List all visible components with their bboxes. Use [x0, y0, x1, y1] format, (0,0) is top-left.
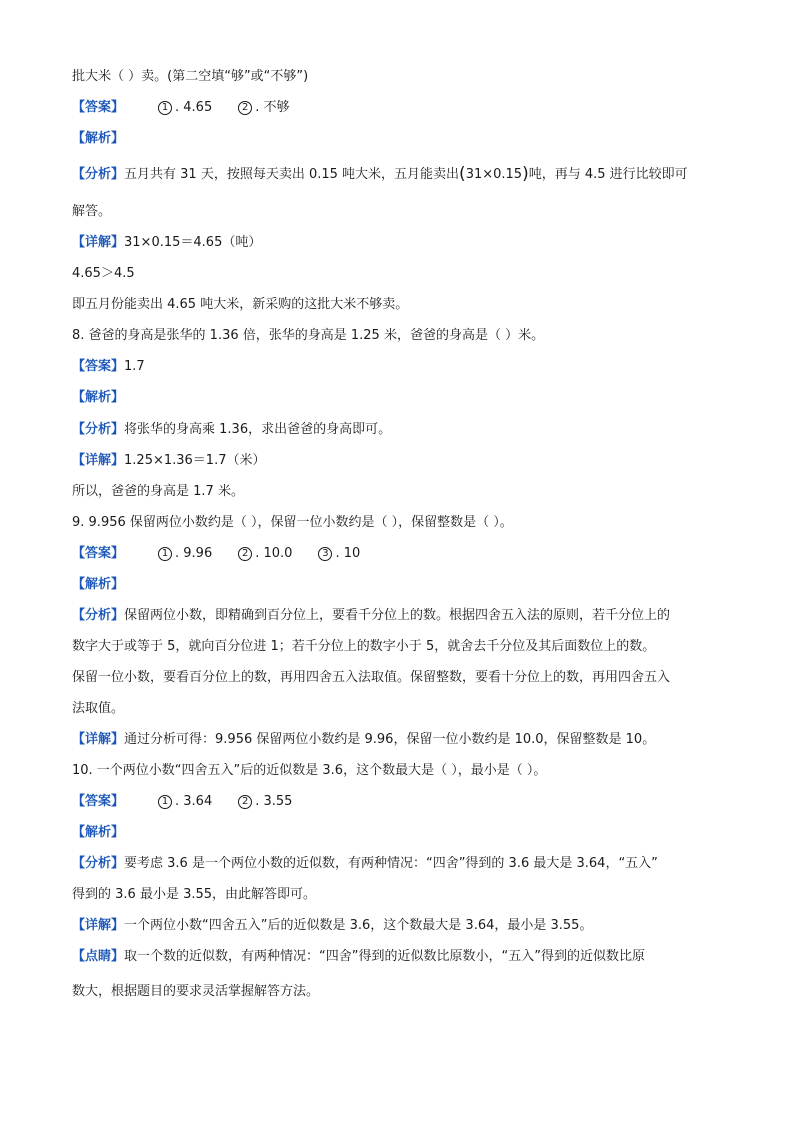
q8-answer: 【答案】1.7 — [72, 359, 145, 374]
q10-dianjing: 【点睛】取一个数的近似数，有两种情况：“四舍”得到的近似数比原数小，“五入”得到的近似数比原 — [72, 949, 645, 964]
q7-question-tail: 批大米（ ）卖。(第二空填“够”或“不够”) — [72, 69, 309, 84]
q10-fenxi-2: 得到的 3.6 最小是 3.55，由此解答即可。 — [72, 887, 317, 902]
q8-question: 8. 爸爸的身高是张华的 1.36 倍，张华的身高是 1.25 米，爸爸的身高是（ ）米。 — [72, 328, 545, 343]
q10-dianjing-2: 数大，根据题目的要求灵活掌握解答方法。 — [72, 984, 320, 999]
circled-number-icon: 2 — [238, 101, 252, 115]
circled-number-icon: 3 — [318, 547, 332, 561]
q10-xiangjie: 【详解】一个两位小数“四舍五入”后的近似数是 3.6，这个数最大是 3.64，最小是 3.55。 — [72, 918, 593, 933]
q7-jiexi: 【解析】 — [72, 131, 125, 146]
circled-number-icon: 1 — [158, 795, 172, 809]
q9-fenxi-2: 数字大于或等于 5，就向百分位进 1；若千分位上的数字小于 5，就舍去千分位及其后面数位上的数。 — [72, 639, 656, 654]
q9-answer: 【答案】 1 . 9.96 2 . 10.0 3 . 10 — [72, 546, 361, 561]
q10-question: 10. 一个两位小数“四舍五入”后的近似数是 3.6，这个数最大是（ ），最小是（ ）。 — [72, 763, 547, 778]
q8-conclusion: 所以，爸爸的身高是 1.7 米。 — [72, 484, 244, 499]
q7-answer: 【答案】 1 . 4.65 2 . 不够 — [72, 100, 290, 115]
circled-number-icon: 1 — [158, 101, 172, 115]
circled-number-icon: 1 — [158, 547, 172, 561]
q7-xiangjie: 【详解】31×0.15＝4.65（吨） — [72, 235, 262, 250]
circled-number-icon: 2 — [238, 547, 252, 561]
q8-fenxi: 【分析】将张华的身高乘 1.36，求出爸爸的身高即可。 — [72, 422, 392, 437]
q9-jiexi: 【解析】 — [72, 577, 125, 592]
q7-fenxi-cont: 解答。 — [72, 204, 112, 219]
q10-answer: 【答案】 1 . 3.64 2 . 3.55 — [72, 794, 293, 809]
circled-number-icon: 2 — [238, 795, 252, 809]
q9-fenxi: 【分析】保留两位小数，即精确到百分位上，要看千分位上的数。根据四舍五入法的原则，若千分位上的 — [72, 608, 671, 623]
q9-fenxi-3: 保留一位小数，要看百分位上的数，再用四舍五入法取值。保留整数，要看十分位上的数，再用四舍五入 — [72, 670, 671, 685]
q7-conclusion: 即五月份能卖出 4.65 吨大米，新采购的这批大米不够卖。 — [72, 297, 409, 312]
q10-jiexi: 【解析】 — [72, 825, 125, 840]
q9-xiangjie: 【详解】通过分析可得：9.956 保留两位小数约是 9.96，保留一位小数约是 10.0，保留整数是 10。 — [72, 732, 656, 747]
q8-xiangjie: 【详解】1.25×1.36＝1.7（米） — [72, 453, 266, 468]
q8-jiexi: 【解析】 — [72, 390, 125, 405]
q9-question: 9. 9.956 保留两位小数约是（ ），保留一位小数约是（ ），保留整数是（ ）。 — [72, 515, 513, 530]
q10-fenxi: 【分析】要考虑 3.6 是一个两位小数的近似数，有两种情况：“四舍”得到的 3.6 最大是 3.64，“五入” — [72, 856, 658, 871]
q9-fenxi-4: 法取值。 — [72, 701, 125, 716]
q7-compare: 4.65＞4.5 — [72, 266, 135, 281]
q7-fenxi: 【分析】五月共有 31 天，按照每天卖出 0.15 吨大米，五月能卖出(31×0.15)吨，再与 4.5 进行比较即可 — [72, 164, 688, 184]
